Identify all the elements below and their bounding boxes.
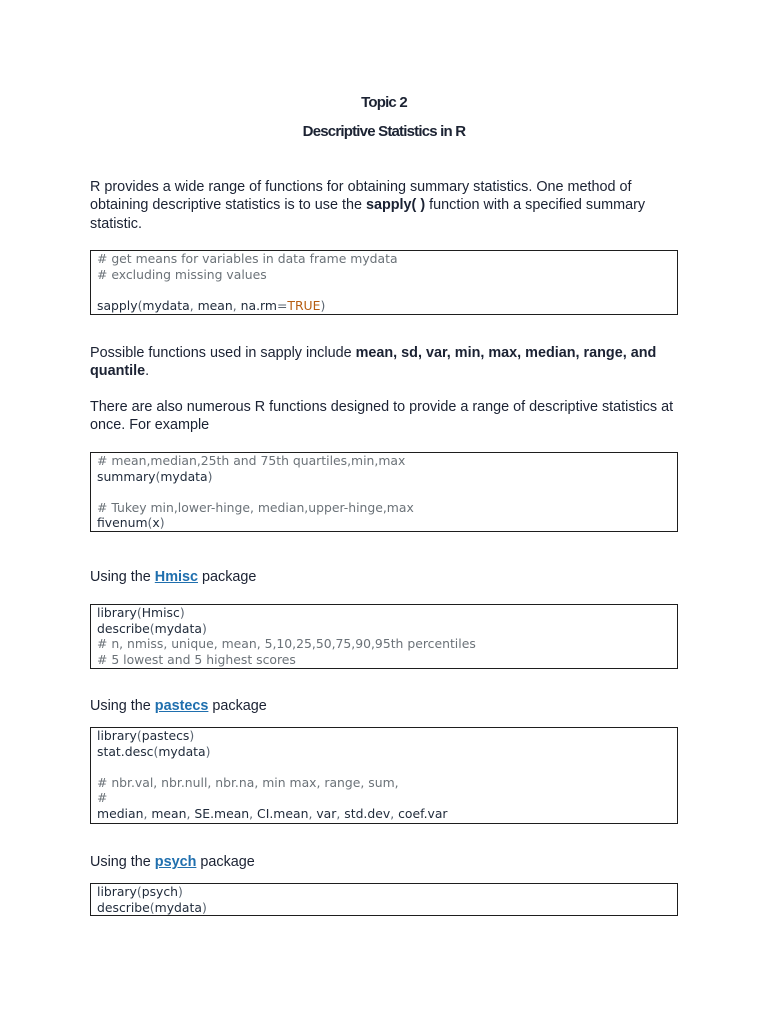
code-token: std.dev <box>344 805 391 821</box>
functions-paragraph: Possible functions used in sapply include mean, sd, var, min, max, median, range, and quantile. <box>90 345 657 380</box>
code-block-summary <box>90 452 678 532</box>
code-line: library(Hmisc) <box>97 605 185 620</box>
code-token: coef.var <box>398 805 448 821</box>
topic-heading: Topic 2 <box>361 94 407 111</box>
code-line: summary(mydata) <box>97 468 213 484</box>
code-comment: # nbr.val, nbr.null, nbr.na, min max, range, sum, <box>97 774 399 790</box>
code-line: sapply(mydata, mean, na.rm=TRUE) <box>97 297 326 313</box>
code-comment: # 5 lowest and 5 highest scores <box>97 651 296 667</box>
numerous-paragraph: There are also numerous R functions designed to provide a range of descriptive statistics at once. For example <box>90 399 674 434</box>
pastecs-link[interactable]: pastecs <box>154 698 209 714</box>
hmisc-link[interactable]: Hmisc <box>154 569 198 585</box>
code-block-pastecs <box>90 727 678 824</box>
psych-link[interactable]: psych <box>154 854 197 870</box>
hmisc-paragraph: Using the Hmisc package <box>90 569 257 585</box>
intro-paragraph: R provides a wide range of functions for obtaining summary statistics. One method of obtaining descriptive statistics is to use the sapply( ) function with a specified summary statistic. <box>90 179 646 232</box>
pastecs-paragraph: Using the pastecs package <box>90 698 267 714</box>
code-line: stat.desc(mydata) <box>97 743 211 759</box>
code-block-psych <box>90 883 678 916</box>
code-token: mean <box>151 805 187 821</box>
code-comment: # <box>97 790 108 806</box>
document-title: Descriptive Statistics in R <box>302 123 466 140</box>
code-block-sapply <box>90 250 678 315</box>
code-line: fivenum(x) <box>97 515 165 531</box>
code-comment: # Tukey min,lower-hinge, median,upper-hinge,max <box>97 499 414 515</box>
code-line: describe(mydata) <box>97 899 207 915</box>
code-comment: # excluding missing values <box>97 266 267 282</box>
code-line: median, mean, SE.mean, CI.mean, var, std.dev, coef.var <box>97 805 448 821</box>
code-token: CI.mean <box>257 805 309 821</box>
sapply-emphasis: sapply( ) <box>365 197 426 214</box>
code-comment: # mean,median,25th and 75th quartiles,min,max <box>97 453 406 468</box>
psych-paragraph: Using the psych package <box>90 854 255 870</box>
code-comment: # n, nmiss, unique, mean, 5,10,25,50,75,90,95th percentiles <box>97 636 476 652</box>
code-token: SE.mean <box>194 805 250 821</box>
code-token: var <box>316 805 337 821</box>
code-line: describe(mydata) <box>97 620 207 636</box>
code-token: median <box>97 805 144 821</box>
code-line: library(pastecs) <box>97 728 195 743</box>
code-comment: # get means for variables in data frame mydata <box>97 251 398 266</box>
code-line: library(psych) <box>97 884 183 899</box>
code-block-hmisc <box>90 604 678 669</box>
